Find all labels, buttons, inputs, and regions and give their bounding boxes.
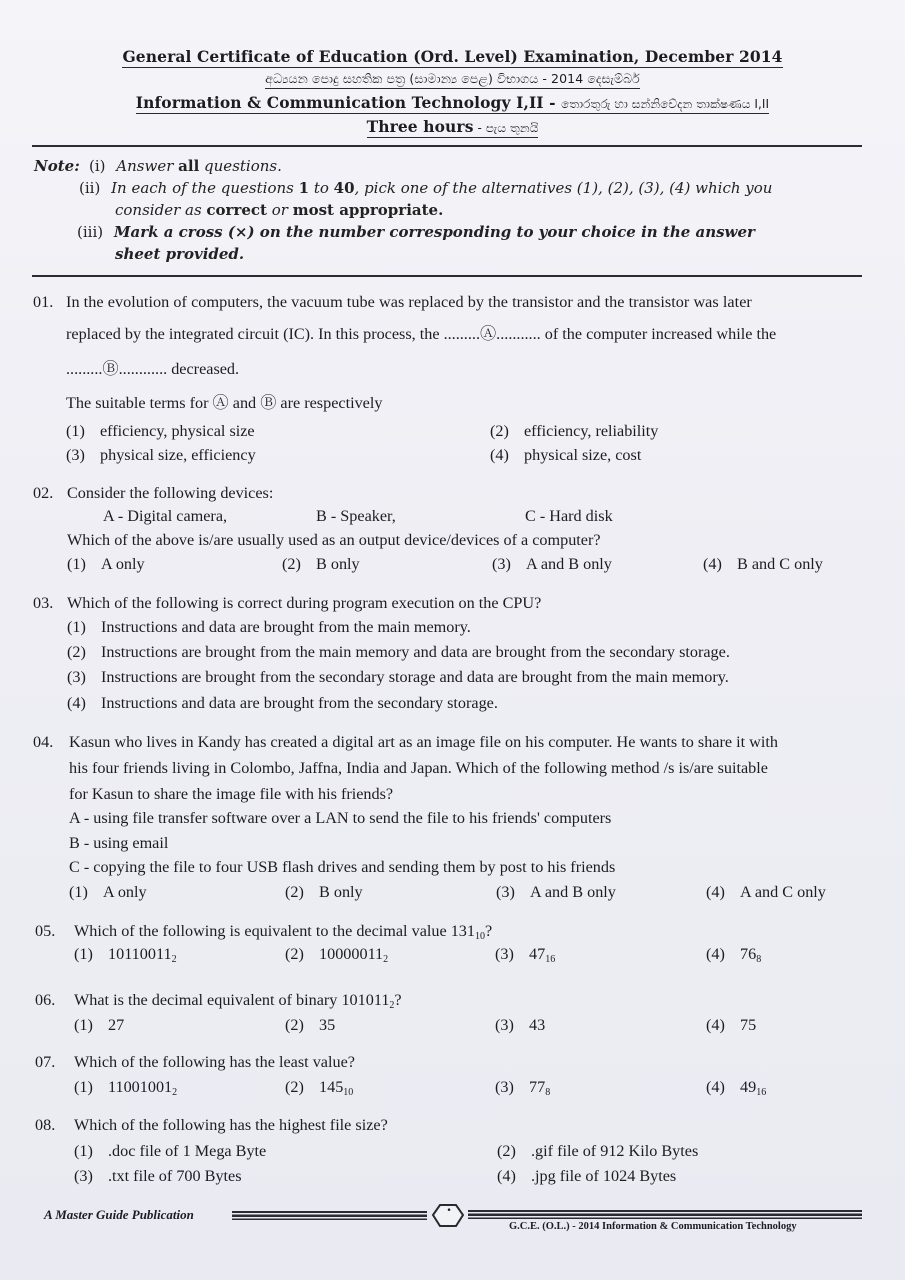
option-text: .gif file of 912 Kilo Bytes — [531, 1142, 699, 1160]
option-4 — [703, 555, 823, 574]
note-text-bold: correct — [206, 201, 267, 219]
option-2 — [285, 883, 363, 902]
question-text: Which of the following has the highest file size? — [74, 1116, 388, 1134]
note-label-text: Note: — [34, 157, 80, 175]
note-divider — [32, 275, 862, 277]
option-number: (2) — [285, 883, 304, 901]
base-subscript: 2 — [171, 954, 177, 965]
note-item-2 — [79, 177, 772, 199]
base-subscript: 2 — [172, 1087, 178, 1098]
footer-subject: G.C.E. (O.L.) - 2014 Information & Communication Technology — [509, 1221, 797, 1232]
question-number: 06. — [35, 991, 56, 1009]
option-number: (1) — [74, 945, 93, 963]
question-number: 02. — [33, 484, 54, 502]
base-subscript: 16 — [756, 1087, 767, 1098]
base-subscript: 8 — [545, 1087, 551, 1098]
option-number: (4) — [706, 1016, 725, 1034]
option-4 — [67, 694, 498, 713]
option-number: (3) — [495, 945, 514, 963]
footer-rule-right-top — [468, 1210, 862, 1212]
option-1 — [67, 618, 471, 637]
option-4 — [497, 1167, 676, 1186]
option-text: physical size, efficiency — [100, 446, 256, 464]
question-text: Which of the following is correct during program execution on the CPU? — [67, 594, 542, 612]
option-text: 10000011 — [319, 945, 384, 963]
question-number: 03. — [33, 594, 54, 612]
option-1 — [74, 1078, 177, 1097]
option-number: (2) — [285, 1078, 304, 1096]
option-text: 47 — [529, 945, 546, 963]
base-subscript: 10 — [474, 931, 485, 942]
option-text: 10110011 — [108, 945, 172, 963]
option-text: physical size, cost — [524, 446, 642, 464]
question-number: 08. — [35, 1116, 56, 1134]
base-subscript: 10 — [343, 1087, 354, 1098]
option-text: A only — [103, 883, 147, 901]
option-2 — [490, 422, 658, 441]
option-3 — [66, 446, 256, 465]
option-number: (4) — [706, 883, 725, 901]
option-text: .jpg file of 1024 Bytes — [531, 1167, 677, 1185]
footer-rule-left-bot — [232, 1219, 427, 1221]
base-subscript: 2 — [383, 954, 389, 965]
option-1 — [74, 1016, 124, 1035]
option-2 — [285, 1016, 335, 1035]
note-text: or — [266, 201, 293, 219]
option-1 — [74, 945, 177, 964]
option-number: (3) — [495, 1016, 514, 1034]
option-1 — [67, 555, 145, 574]
option-text: B and C only — [737, 555, 823, 573]
note-item-3 — [77, 221, 755, 243]
option-number: (3) — [492, 555, 511, 573]
exam-title-en: General Certificate of Education (Ord. Level) Examination, December 2014 — [122, 47, 783, 66]
question-text — [74, 922, 492, 941]
base-subscript: 8 — [756, 954, 762, 965]
option-number: (1) — [67, 618, 86, 636]
question-mark: ? — [484, 922, 493, 940]
duration-si: පැය තුනයි — [485, 121, 539, 135]
note-item-num: (ii) — [79, 179, 101, 197]
option-text: 49 — [740, 1078, 757, 1096]
question-text: The suitable terms for Ⓐ and Ⓑ are respectively — [66, 394, 383, 412]
note-item-num: (iii) — [77, 223, 104, 241]
option-3 — [67, 668, 729, 687]
option-number: (4) — [706, 945, 725, 963]
option-text: 27 — [108, 1016, 125, 1034]
device-item: B - Speaker, — [316, 507, 396, 525]
exam-title — [0, 47, 905, 68]
method-item: A - using file transfer software over a LAN to send the file to his friends' computers — [69, 809, 612, 827]
device-item: A - Digital camera, — [103, 507, 228, 525]
note-text: consider as — [115, 201, 207, 219]
option-number: (1) — [74, 1142, 93, 1160]
option-number: (3) — [496, 883, 515, 901]
option-text: 43 — [529, 1016, 546, 1034]
option-2 — [67, 643, 730, 662]
option-text: A and B only — [530, 883, 616, 901]
question-number: 07. — [35, 1053, 56, 1071]
footer-rule-right-mid — [468, 1214, 862, 1217]
option-3 — [74, 1167, 242, 1186]
page-number: • — [446, 1206, 452, 1216]
option-2 — [285, 945, 388, 964]
option-number: (1) — [74, 1016, 93, 1034]
question-number: 05. — [35, 922, 56, 940]
subject-title-en: Information & Communication Technology I,II - — [135, 93, 556, 112]
question-number: 04. — [33, 733, 54, 751]
duration-separator: - — [473, 121, 486, 135]
option-number: (2) — [490, 422, 509, 440]
option-3 — [496, 883, 616, 902]
option-3 — [492, 555, 612, 574]
duration — [0, 117, 905, 138]
subject-title — [0, 93, 905, 114]
option-text: efficiency, physical size — [100, 422, 255, 440]
option-number: (1) — [74, 1078, 93, 1096]
option-text: B only — [316, 555, 360, 573]
base-subscript: 2 — [389, 1000, 395, 1011]
option-number: (4) — [497, 1167, 516, 1185]
option-text: efficiency, reliability — [524, 422, 659, 440]
option-text: A and B only — [526, 555, 612, 573]
option-number: (3) — [66, 446, 85, 464]
question-text-main: Which of the following is equivalent to the decimal value 131 — [74, 922, 475, 940]
option-4 — [706, 1016, 756, 1035]
option-1 — [66, 422, 255, 441]
header-divider — [32, 145, 862, 147]
subject-title-line — [136, 93, 769, 114]
option-text: Instructions are brought from the main memory and data are brought from the secondary storage. — [101, 643, 730, 661]
option-number: (1) — [66, 422, 85, 440]
option-4 — [706, 1078, 766, 1097]
question-text: In the evolution of computers, the vacuum tube was replaced by the transistor and the transistor was later — [66, 293, 752, 311]
publisher-label: A Master Guide Publication — [44, 1207, 194, 1222]
note-item-2-cont — [115, 199, 443, 221]
option-number: (4) — [490, 446, 509, 464]
option-text: Instructions and data are brought from the secondary storage. — [101, 694, 498, 712]
option-2 — [285, 1078, 353, 1097]
note-item-num: (i) — [89, 157, 106, 175]
note-text-bold: 1 — [298, 179, 310, 197]
duration-line — [367, 117, 539, 138]
subject-title-si: තොරතුරු හා සන්නිවේදන තාක්ෂණය I,II — [561, 97, 770, 111]
duration-en: Three hours — [366, 117, 474, 136]
option-text: Instructions are brought from the secondary storage and data are brought from the main memory. — [101, 668, 729, 686]
option-text: Instructions and data are brought from the main memory. — [101, 618, 471, 636]
note-text: In each of the questions — [111, 179, 299, 197]
option-number: (4) — [703, 555, 722, 573]
option-3 — [495, 945, 555, 964]
question-text: Kasun who lives in Kandy has created a digital art as an image file on his computer. He wants to share it with — [69, 733, 778, 751]
option-1 — [74, 1142, 266, 1161]
note-item-1 — [89, 155, 282, 177]
question-text: his four friends living in Colombo, Jaffna, India and Japan. Which of the following method /s is/are suitable — [69, 759, 768, 777]
option-number: (4) — [706, 1078, 725, 1096]
option-text: 35 — [319, 1016, 336, 1034]
option-text: .doc file of 1 Mega Byte — [108, 1142, 267, 1160]
option-1 — [69, 883, 147, 902]
option-number: (3) — [74, 1167, 93, 1185]
question-text: Which of the following has the least value? — [74, 1053, 355, 1071]
base-subscript: 16 — [545, 954, 556, 965]
option-number: (3) — [67, 668, 86, 686]
option-text: .txt file of 700 Bytes — [108, 1167, 242, 1185]
note-text-bold: most appropriate. — [292, 201, 444, 219]
note-text: questions. — [199, 157, 282, 175]
option-text: 77 — [529, 1078, 546, 1096]
question-text: Consider the following devices: — [67, 484, 274, 502]
question-text-main: What is the decimal equivalent of binary 101011 — [74, 991, 390, 1009]
option-text: 75 — [740, 1016, 757, 1034]
footer-rule-left-mid — [232, 1215, 427, 1218]
note-text: Answer — [116, 157, 179, 175]
option-number: (3) — [495, 1078, 514, 1096]
exam-title-si: අධ්‍යයන පොදු සහතික පත්‍ර (සාමාන්‍ය පෙළ) විභාගය - 2014 දෙසැම්බර් — [265, 71, 640, 89]
question-mark: ? — [394, 991, 402, 1009]
option-number: (1) — [69, 883, 88, 901]
option-text: 145 — [319, 1078, 344, 1096]
exam-title-si-row — [0, 70, 905, 89]
option-number: (1) — [67, 555, 86, 573]
option-4 — [490, 446, 641, 465]
option-3 — [495, 1078, 550, 1097]
option-number: (2) — [497, 1142, 516, 1160]
option-2 — [497, 1142, 698, 1161]
method-item: B - using email — [69, 834, 169, 852]
question-text: Which of the above is/are usually used as an output device/devices of a computer? — [67, 531, 601, 549]
option-4 — [706, 945, 761, 964]
question-text — [74, 991, 402, 1010]
question-text: replaced by the integrated circuit (IC). In this process, the .........Ⓐ........... of the computer increased while the — [66, 325, 777, 343]
note-text-bold: Mark a cross (×) on the number corresponding to your choice in the answer — [113, 223, 755, 241]
note-text-bold: all — [178, 157, 200, 175]
device-item: C - Hard disk — [525, 507, 613, 525]
note-text-bold: sheet provided. — [115, 245, 245, 263]
footer-rule-right-bot — [468, 1218, 862, 1220]
note-item-3-cont — [115, 243, 244, 265]
option-3 — [495, 1016, 545, 1035]
option-2 — [282, 555, 360, 574]
option-4 — [706, 883, 826, 902]
method-item: C - copying the file to four USB flash drives and sending them by post to his friends — [69, 858, 616, 876]
option-number: (4) — [67, 694, 86, 712]
question-text: for Kasun to share the image file with his friends? — [69, 785, 394, 803]
note-text-bold: 40 — [333, 179, 355, 197]
option-number: (2) — [285, 945, 304, 963]
option-number: (2) — [285, 1016, 304, 1034]
option-text: 11001001 — [108, 1078, 173, 1096]
note-text: , pick one of the alternatives (1), (2), (3), (4) which you — [354, 179, 773, 197]
option-number: (2) — [282, 555, 301, 573]
option-number: (2) — [67, 643, 86, 661]
option-text: 76 — [740, 945, 757, 963]
note-text: to — [309, 179, 334, 197]
question-number: 01. — [33, 293, 54, 311]
option-text: B only — [319, 883, 363, 901]
option-text: A and C only — [740, 883, 826, 901]
question-text: .........Ⓑ............ decreased. — [66, 360, 240, 378]
option-text: A only — [101, 555, 145, 573]
footer-rule-left-top — [232, 1211, 427, 1213]
